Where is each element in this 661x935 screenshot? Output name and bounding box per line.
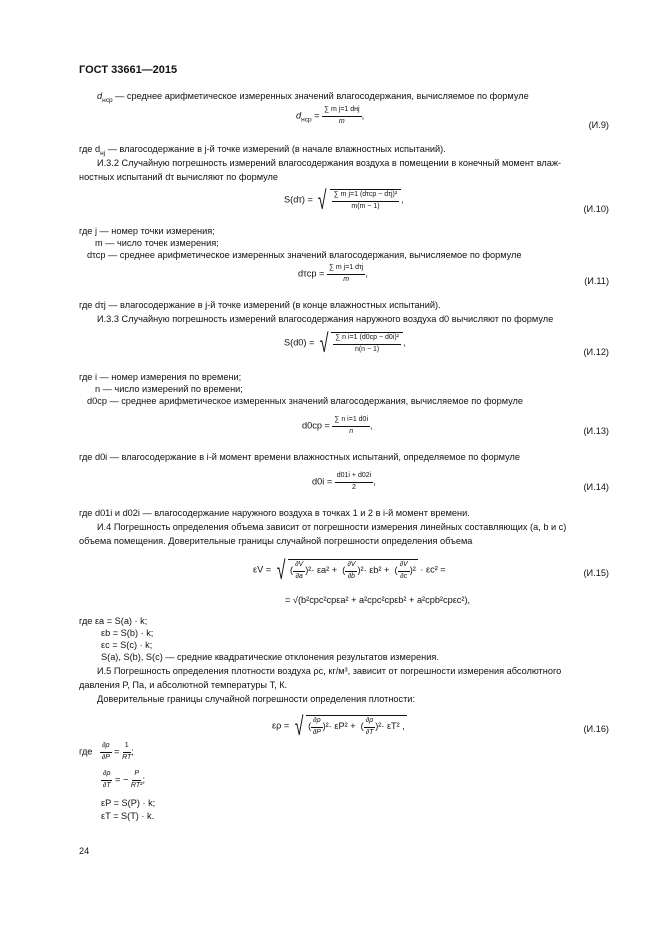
where-dtsr: dτср — среднее арифметическое измеренных значений влагосодержания, вычисляемое по формуле: [87, 250, 522, 260]
definition-d01i-d02i: где d01i и d02i — влагосодержание наружного воздуха в точках 1 и 2 в i-й момент времени.: [79, 508, 470, 518]
paragraph-i4-line2: объема помещения. Доверительные границы случайной погрешности определения объема: [79, 536, 473, 546]
paragraph-i32-line1: И.3.2 Случайную погрешность измерений влагосодержания воздуха в помещении в конечный момент влаж-: [97, 158, 562, 168]
formula-number-i12: (И.12): [583, 347, 609, 357]
formula-i16: ερ = √ ( $\frac{\partial\rho}{\partial P}$ )² · εP² + ( $\frac{\partial\rho}{\partial T}$ )² · εT² ,: [272, 711, 405, 741]
formula-i9: $d_{нср}$ = $\frac{\text{∑ m j=1 dнj}}{m}$ ,: [296, 106, 365, 125]
where-epsilon-c: εc = S(c) · k;: [101, 640, 153, 650]
formula-i14: d0i = $\frac{d01i + d02i}{2}$ ,: [312, 472, 376, 491]
paragraph-i5-line2: давления P, Па, и абсолютной температуры T, К.: [79, 680, 288, 690]
paragraph-i4-line1: И.4 Погрешность определения объема зависит от погрешности измерения линейных составляющих (a, b и c): [97, 522, 567, 532]
derivative-drho-dp: где $\frac{\partial\rho}{\partial P}$ = $\frac{1}{RT}$ ;: [79, 742, 134, 761]
formula-number-i11: (И.11): [584, 276, 609, 286]
formula-i12: S(d0) = √ $\frac{\text{∑ n i=1 (d0ср − d0i)²}}{n(n - 1)}$ ,: [284, 328, 406, 358]
paragraph-i5-line3: Доверительные границы случайной погрешности определения плотности:: [97, 694, 415, 704]
where-epsilon-p: εP = S(P) · k;: [101, 798, 156, 808]
formula-i10: S(dτ) = √ $\frac{\text{∑ m j=1 (dτср − dτj)²}}{m(m - 1)}$ ,: [284, 185, 404, 215]
document-header: ГОСТ 33661—2015: [79, 64, 178, 76]
paragraph-i33: И.3.3 Случайную погрешность измерений влагосодержания наружного воздуха d0 вычисляют по формуле: [97, 314, 554, 324]
paragraph-i5-line1: И.5 Погрешность определения плотности воздуха ρc, кг/м³, зависит от погрешности измерения абсолютного: [97, 666, 562, 676]
formula-number-i15: (И.15): [583, 568, 609, 578]
where-i: где i — номер измерения по времени;: [79, 372, 242, 382]
definition-dnsr: $d_{нср}$ — среднее арифметическое измеренных значений влагосодержания, вычисляемое по формуле: [97, 91, 529, 104]
where-epsilon-a: где εa = S(a) · k;: [79, 616, 148, 626]
formula-i13: d0ср = $\frac{\text{∑ n i=1 d0i}}{n}$ ,: [302, 416, 373, 435]
formula-number-i14: (И.14): [583, 482, 609, 492]
formula-i15-line2: = √(b²срc²срεa² + a²срc²срεb² + a²срb²срεc²),: [285, 595, 471, 605]
definition-dtj: где dτj — влагосодержание в j-й точке измерений (в конце влажностных испытаний).: [79, 300, 441, 310]
where-epsilon-t: εT = S(T) · k.: [101, 811, 155, 821]
where-n: n — число измерений по времени;: [95, 384, 243, 394]
where-d0sr: d0ср — среднее арифметическое измеренных значений влагосодержания, вычисляемое по формуле: [87, 396, 524, 406]
formula-number-i9: (И.9): [588, 120, 609, 130]
where-j: где j — номер точки измерения;: [79, 226, 215, 236]
where-m: m — число точек измерения;: [95, 238, 219, 248]
where-std-dev: S(a), S(b), S(c) — средние квадратические отклонения результатов измерения.: [101, 652, 439, 662]
where-epsilon-b: εb = S(b) · k;: [101, 628, 154, 638]
paragraph-i32-line2: ностных испытаний dτ вычисляют по формуле: [79, 172, 278, 182]
definition-dnj: где $d_{нj}$ — влагосодержание в j-й точке измерений (в начале влажностных испытаний).: [79, 144, 446, 157]
derivative-drho-dt: $\frac{\partial\rho}{\partial T}$ = − $\frac{P}{\text{RT²}}$ ;: [102, 770, 145, 789]
formula-number-i16: (И.16): [583, 724, 609, 734]
page-number: 24: [79, 846, 90, 856]
formula-number-i10: (И.10): [583, 204, 609, 214]
definition-d0i: где d0i — влагосодержание в i-й момент времени влажностных испытаний, определяемое по формуле: [79, 452, 520, 462]
formula-i15: εV = √ ( $\frac{\partial V}{\partial a}$ )² · εa² + ( $\frac{\partial V}{\partial b}$ )² · εb² + ( $\frac{\partial V}{\partial c}$ )² · εc² =: [253, 555, 446, 585]
formula-i11: dτср = $\frac{\text{∑ m j=1 dτj}}{m}$ ,: [298, 264, 368, 283]
formula-number-i13: (И.13): [583, 426, 609, 436]
